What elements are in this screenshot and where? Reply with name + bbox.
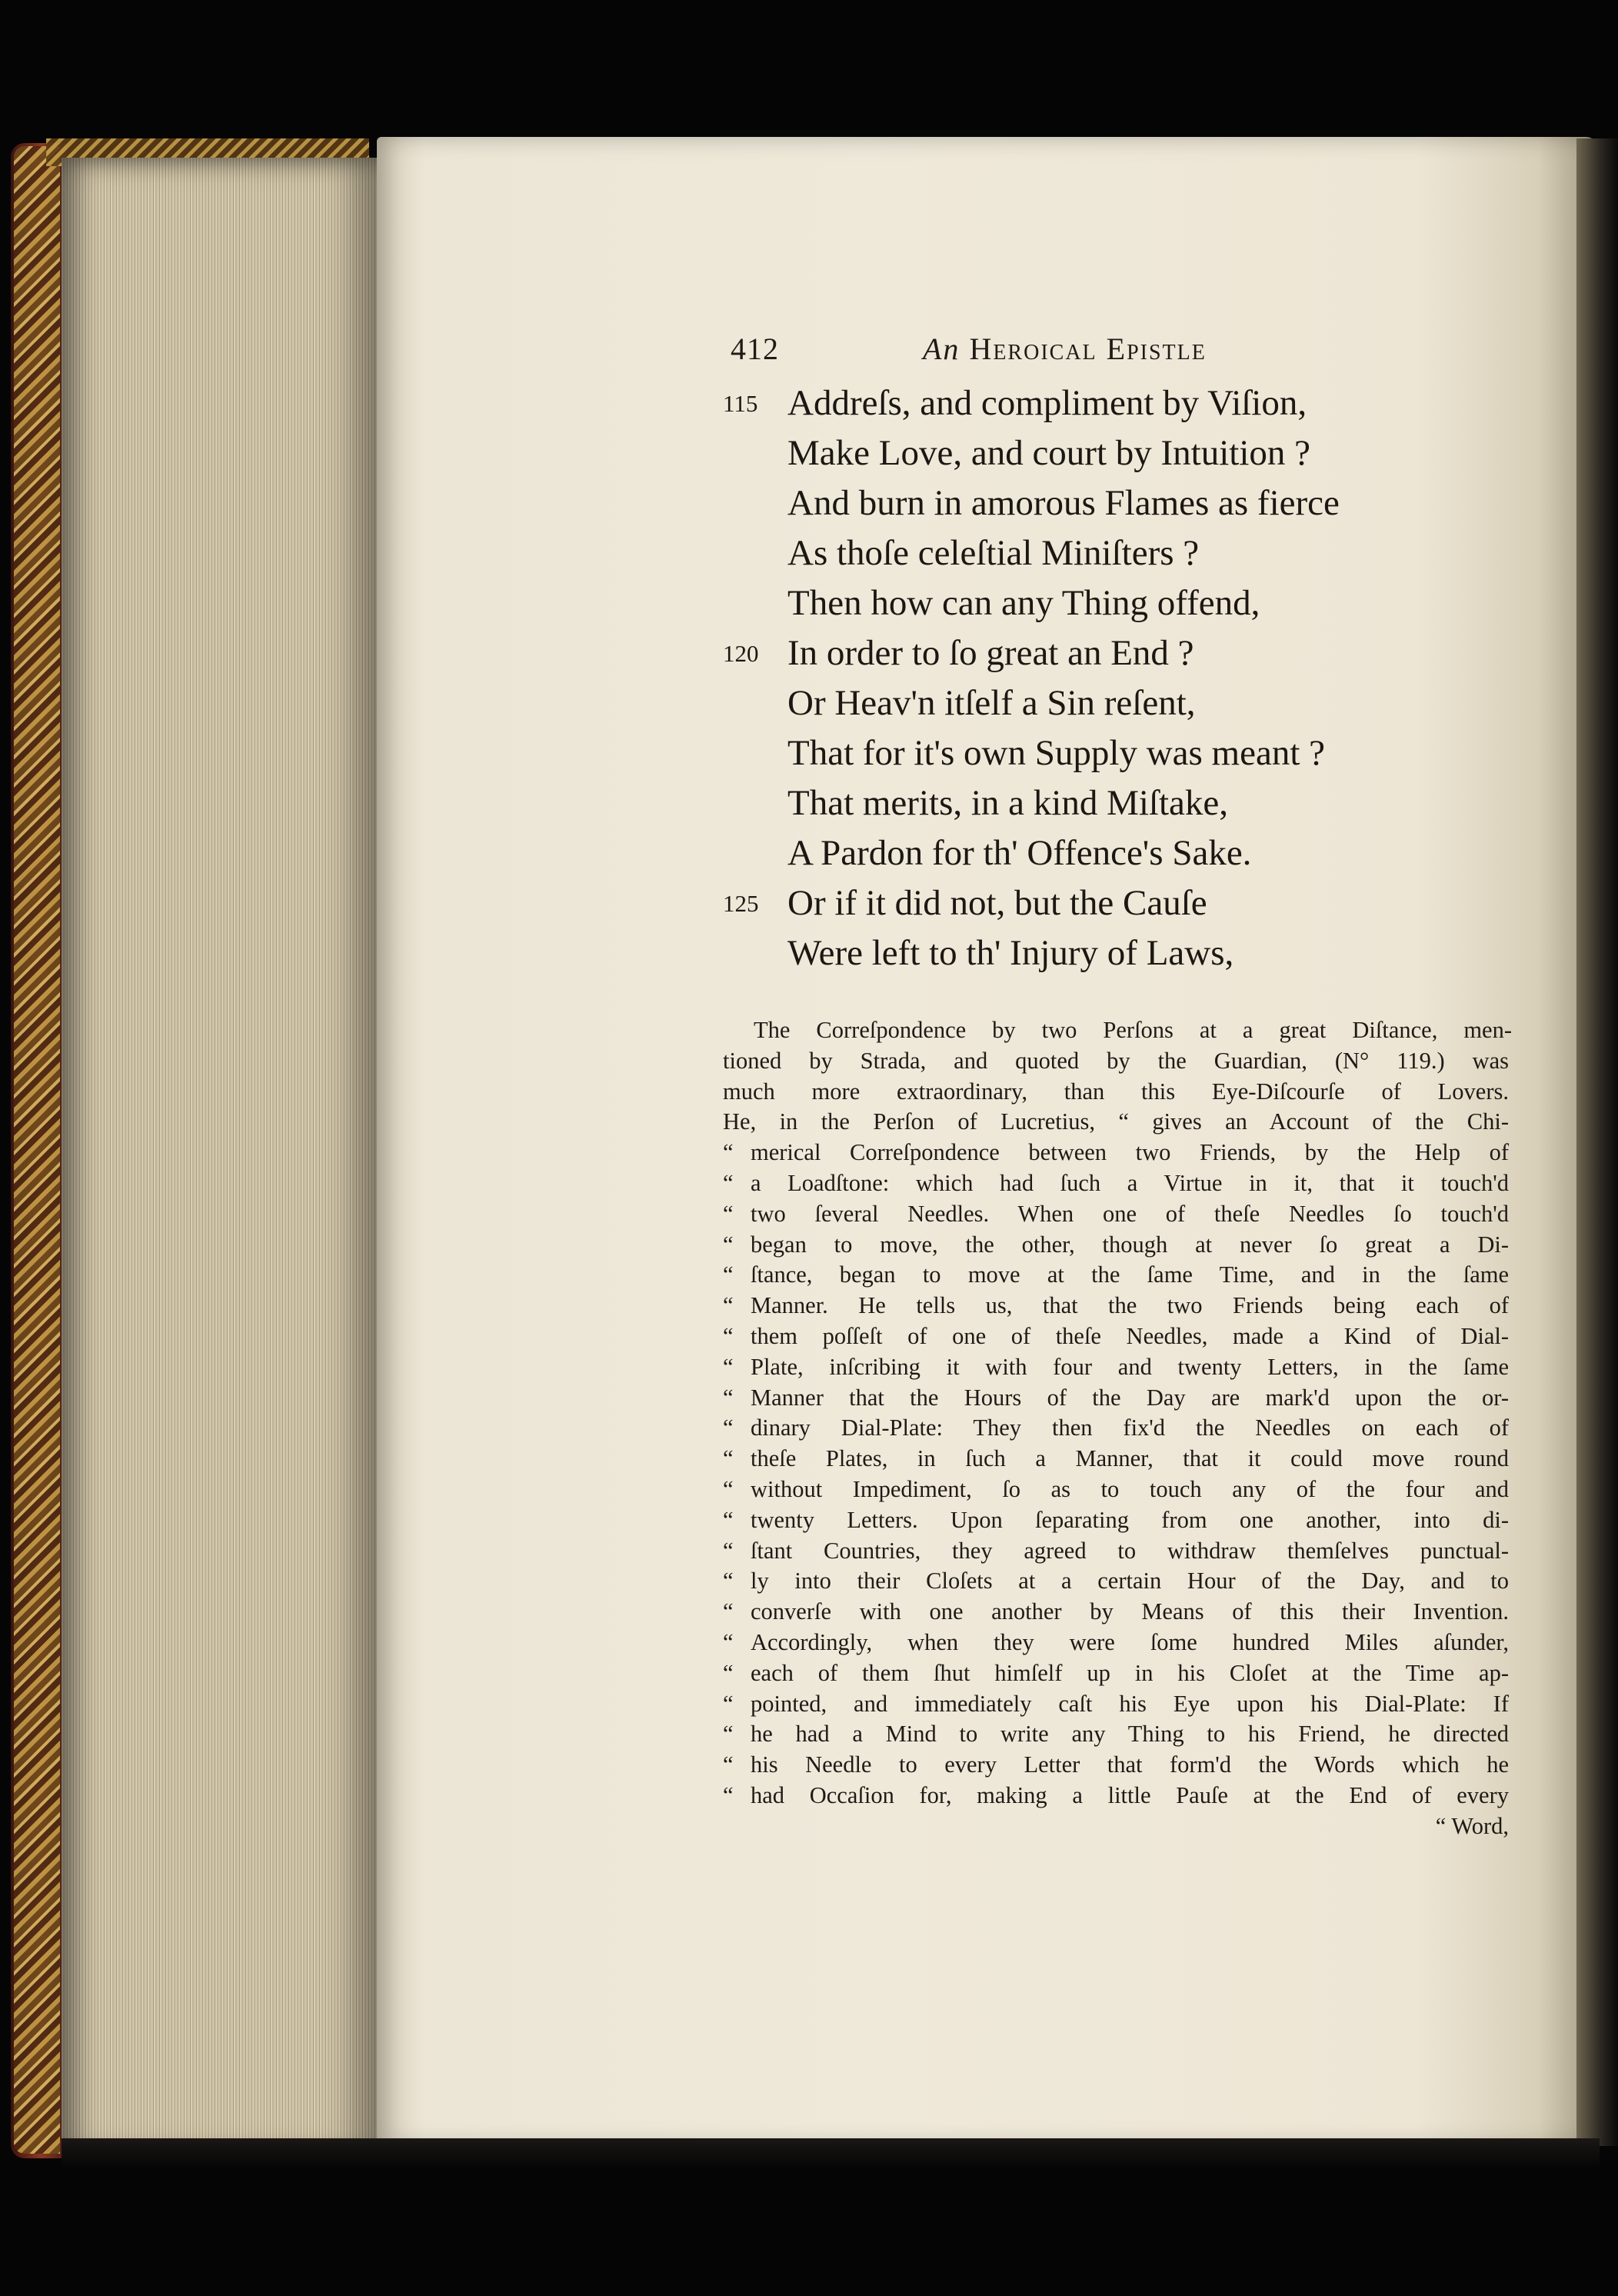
footnote-line-text: a Loadſtone: which had ſuch a Virtue in it, that it touch'd bbox=[751, 1169, 1509, 1196]
footnote-quote-mark: “ bbox=[723, 1322, 734, 1349]
footnote-line-text: ly into their Cloſets at a certain Hour of the Day, and to bbox=[751, 1568, 1509, 1595]
verse-block bbox=[723, 378, 1553, 978]
footnote-quote-mark: “ bbox=[723, 1261, 734, 1288]
footnote-line bbox=[723, 1260, 1509, 1291]
footnote-line bbox=[723, 1230, 1509, 1261]
footnote-quote-mark: “ bbox=[723, 1200, 734, 1227]
verse-line bbox=[723, 578, 1553, 628]
verse-line-text: As thoſe celeſtial Miniſters ? bbox=[787, 533, 1200, 573]
verse-line-text: A Pardon for th' Offence's Sake. bbox=[787, 833, 1252, 873]
footnote-line bbox=[723, 1536, 1509, 1567]
gilt-edge-decoration bbox=[14, 146, 60, 2154]
footnote-line-text: his Needle to every Letter that form'd the Words which he bbox=[751, 1751, 1509, 1778]
verse-line-text: And burn in amorous Flames as fierce bbox=[787, 483, 1340, 523]
footnote-quote-mark: “ bbox=[723, 1568, 734, 1595]
page-title bbox=[923, 331, 1207, 367]
page-title-article: An bbox=[923, 332, 960, 366]
verse-line-text: Make Love, and court by Intuition ? bbox=[787, 433, 1311, 473]
footnote-line-text: them poſſeſt of one of theſe Needles, made a Kind of Dial- bbox=[751, 1322, 1509, 1349]
page-number: 412 bbox=[731, 332, 779, 366]
footnote-line-text: much more extraordinary, than this Eye-Diſcourſe of Lovers. bbox=[723, 1078, 1509, 1105]
footnote-line-text: ſtant Countries, they agreed to withdraw themſelves punctual- bbox=[751, 1537, 1509, 1564]
verse-line-text: Were left to th' Injury of Laws, bbox=[787, 933, 1234, 973]
footnote-quote-mark: “ bbox=[723, 1353, 734, 1380]
verse-line-text: Then how can any Thing offend, bbox=[787, 583, 1260, 623]
footnote-line bbox=[723, 1199, 1509, 1230]
footnote-quote-mark: “ bbox=[723, 1781, 734, 1808]
verse-line-text: That merits, in a kind Miſtake, bbox=[787, 783, 1229, 823]
footnote-line-text: two ſeveral Needles. When one of theſe Needles ſo touch'd bbox=[751, 1200, 1509, 1227]
verse-line bbox=[723, 878, 1553, 928]
footnote-line bbox=[723, 1077, 1509, 1108]
footnote-line bbox=[723, 1750, 1509, 1781]
verse-line bbox=[723, 628, 1553, 678]
footnote-line-text: began to move, the other, though at never ſo great a Di- bbox=[751, 1231, 1509, 1258]
footnote-line-text: had Occaſion for, making a little Pauſe at the End of every bbox=[751, 1781, 1509, 1808]
catchword-line bbox=[723, 1811, 1509, 1842]
footnote-line bbox=[723, 1352, 1509, 1383]
footnote-quote-mark: “ bbox=[723, 1415, 734, 1441]
page-title-text: Heroical Epistle bbox=[969, 332, 1207, 366]
footnote-line bbox=[723, 1107, 1509, 1138]
verse-line bbox=[723, 778, 1553, 828]
verse-line-text: Or if it did not, but the Cauſe bbox=[787, 883, 1207, 923]
verse-line bbox=[723, 678, 1553, 728]
footnote-quote-mark: “ bbox=[723, 1384, 734, 1411]
footnote-line bbox=[723, 1138, 1509, 1168]
footnote-quote-mark: “ bbox=[723, 1751, 734, 1778]
footnote-quote-mark: “ bbox=[723, 1690, 734, 1717]
footnote-line bbox=[723, 1046, 1509, 1077]
footnote-line-text: He, in the Perſon of Lucretius, “ gives an Account of the Chi- bbox=[723, 1108, 1509, 1135]
verse-line bbox=[723, 478, 1553, 528]
verse-line-text: Or Heav'n itſelf a Sin reſent, bbox=[787, 683, 1196, 723]
footnote-line-text: The Correſpondence by two Perſons at a great Diſtance, men- bbox=[754, 1017, 1512, 1043]
footnote-line bbox=[723, 1505, 1509, 1536]
verse-line bbox=[723, 928, 1553, 978]
catchword: “ Word, bbox=[1435, 1812, 1509, 1839]
footnote-line bbox=[723, 1566, 1509, 1597]
footnote-line-text: tioned by Strada, and quoted by the Guardian, (N° 119.) was bbox=[723, 1047, 1509, 1074]
footnote-line bbox=[723, 1781, 1509, 1811]
footnote-line-text: converſe with one another by Means of this their Invention. bbox=[751, 1598, 1509, 1625]
footnote-quote-mark: “ bbox=[723, 1445, 734, 1472]
verse-line-number: 115 bbox=[723, 390, 758, 417]
footnote-line-text: ſtance, began to move at the ſame Time, and in the ſame bbox=[751, 1261, 1509, 1288]
footnote-quote-mark: “ bbox=[723, 1139, 734, 1166]
footnote-line-text: theſe Plates, in ſuch a Manner, that it could move round bbox=[751, 1445, 1509, 1472]
footnote-line-text: Manner. He tells us, that the two Friends being each of bbox=[751, 1292, 1509, 1319]
verse-line bbox=[723, 428, 1553, 478]
footnote-line bbox=[723, 1628, 1509, 1658]
footnote-line-text: he had a Mind to write any Thing to his Friend, he directed bbox=[751, 1721, 1509, 1748]
footnote-line bbox=[723, 1168, 1509, 1199]
footnote-line-text: each of them ſhut himſelf up in his Cloſet at the Time ap- bbox=[751, 1659, 1509, 1686]
footnote-quote-mark: “ bbox=[723, 1659, 734, 1686]
footnote-line bbox=[723, 1444, 1509, 1475]
verse-line bbox=[723, 728, 1553, 778]
footnote-quote-mark: “ bbox=[723, 1292, 734, 1319]
footnote-line-text: without Impediment, ſo as to touch any of the four and bbox=[751, 1475, 1509, 1502]
footnote-quote-mark: “ bbox=[723, 1537, 734, 1564]
footnote-quote-mark: “ bbox=[723, 1506, 734, 1533]
verse-line bbox=[723, 828, 1553, 878]
footnote-quote-mark: “ bbox=[723, 1628, 734, 1655]
footnote-line-text: Manner that the Hours of the Day are mark'd upon the or- bbox=[751, 1384, 1509, 1411]
footnote-line bbox=[723, 1383, 1509, 1414]
footnote-quote-mark: “ bbox=[723, 1598, 734, 1625]
footnote-quote-mark: “ bbox=[723, 1721, 734, 1748]
footnote-line-text: pointed, and immediately caſt his Eye upon his Dial-Plate: If bbox=[751, 1690, 1509, 1717]
footnote-line-text: dinary Dial-Plate: They then fix'd the Needles on each of bbox=[751, 1415, 1509, 1441]
footnote-line bbox=[723, 1597, 1509, 1628]
footnote-line bbox=[723, 1321, 1509, 1352]
footnote-line-text: merical Correſpondence between two Friends, by the Help of bbox=[751, 1139, 1509, 1166]
verse-line-text: That for it's own Supply was meant ? bbox=[787, 733, 1325, 773]
footnote-block bbox=[723, 1015, 1512, 1842]
verse-line-text: Addreſs, and compliment by Viſion, bbox=[787, 383, 1307, 423]
footnote-line bbox=[723, 1658, 1509, 1689]
footnote-line-text: Accordingly, when they were ſome hundred Miles aſunder, bbox=[751, 1628, 1509, 1655]
footnote-line bbox=[723, 1689, 1509, 1720]
footnote-line bbox=[723, 1291, 1509, 1321]
footnote-line-text: Plate, inſcribing it with four and twenty Letters, in the ſame bbox=[751, 1353, 1509, 1380]
verse-line bbox=[723, 378, 1553, 428]
verse-line-text: In order to ſo great an End ? bbox=[787, 633, 1194, 673]
footnote-quote-mark: “ bbox=[723, 1231, 734, 1258]
bottom-shadow bbox=[62, 2138, 1600, 2169]
footnote-line bbox=[723, 1475, 1509, 1505]
footnote-line bbox=[723, 1413, 1509, 1444]
verse-line bbox=[723, 528, 1553, 578]
footnote-line bbox=[723, 1719, 1509, 1750]
page-edges bbox=[62, 158, 377, 2158]
footnote-line-text: twenty Letters. Upon ſeparating from one another, into di- bbox=[751, 1506, 1509, 1533]
footnote-line bbox=[723, 1015, 1512, 1046]
footnote-quote-mark: “ bbox=[723, 1169, 734, 1196]
right-page-shadow bbox=[1576, 138, 1618, 2146]
verse-line-number: 120 bbox=[723, 640, 759, 667]
verse-line-number: 125 bbox=[723, 890, 759, 917]
footnote-quote-mark: “ bbox=[723, 1475, 734, 1502]
running-head bbox=[731, 331, 1576, 377]
